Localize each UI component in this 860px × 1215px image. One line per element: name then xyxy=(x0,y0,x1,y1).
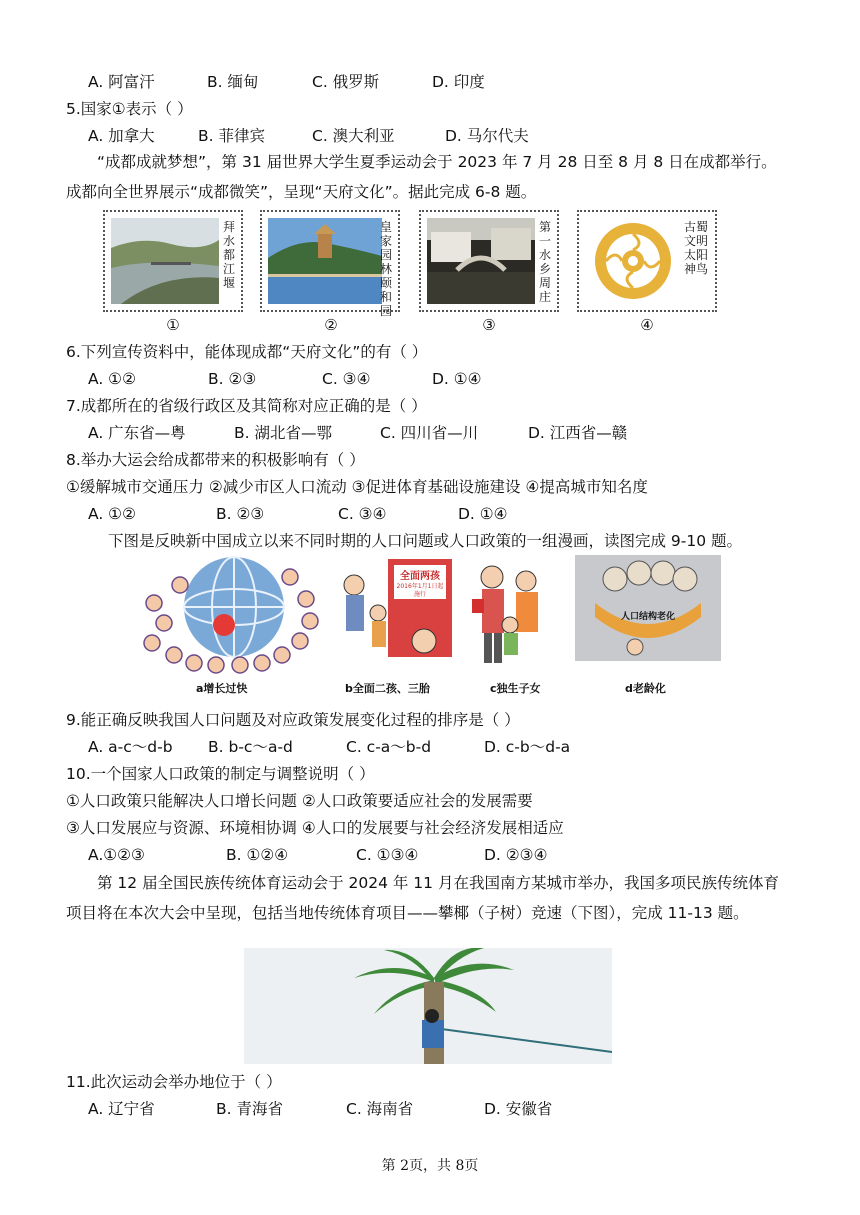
q4-option-a: A. 阿富汗 xyxy=(88,73,155,91)
q5-option-c: C. 澳大利亚 xyxy=(312,127,395,145)
q11-stem: 11.此次运动会举办地位于（ ） xyxy=(66,1073,282,1091)
stamp-summer-palace xyxy=(260,210,400,318)
q9-option-a: A. a-c～d-b xyxy=(88,738,173,756)
q7-option-d: D. 江西省—赣 xyxy=(528,424,628,442)
q5-stem: 5.国家①表示（ ） xyxy=(66,100,193,118)
q9-option-c: C. c-a～b-d xyxy=(346,738,432,756)
q4-option-b: B. 缅甸 xyxy=(207,73,259,91)
stamp-number: ④ xyxy=(640,316,654,334)
cartoon-caption: b全面二孩、三胎 xyxy=(345,682,430,695)
q10-choices-1: ①人口政策只能解决人口增长问题 ②人口政策要适应社会的发展需要 xyxy=(66,792,533,810)
stamp-caption: 皇家园林颐和园 xyxy=(379,220,392,318)
page-footer: 第 2页，共 8页 xyxy=(381,1158,479,1174)
cartoon-caption: d老龄化 xyxy=(625,682,666,695)
q7-option-c: C. 四川省—川 xyxy=(380,424,479,442)
q7-stem: 7.成都所在的省级行政区及其简称对应正确的是（ ） xyxy=(66,397,427,415)
q11-option-c: C. 海南省 xyxy=(346,1100,414,1118)
q8-option-c: C. ③④ xyxy=(338,505,387,523)
stamp-sun-bird xyxy=(577,210,717,312)
stamp-number: ② xyxy=(324,316,338,334)
q8-option-a: A. ①② xyxy=(88,505,136,523)
stamp-caption: 古蜀文明太阳神鸟 xyxy=(683,220,708,276)
cartoon-c-one-child xyxy=(470,555,550,675)
intro-11-13: 第 12 届全国民族传统体育运动会于 2024 年 11 月在我国南方某城市举办，我国多项民族传统体育项目将在本次大会中呈现，包括当地传统体育项目——攀椰（子树）竞速（下图），完成 11-13 题。 xyxy=(66,874,779,922)
q7-option-b: B. 湖北省—鄂 xyxy=(234,424,332,442)
intro-6-8: “成都成就梦想”，第 31 届世界大学生夏季运动会于 2023 年 7 月 28 日至 8 月 8 日在成都举行。成都向全世界展示“成都微笑”，呈现“天府文化”。据此完成 6-8 题。 xyxy=(66,153,777,201)
coconut-climbing-photo xyxy=(244,948,612,1064)
stamp-dujiangyan xyxy=(103,210,243,312)
q4-option-d: D. 印度 xyxy=(432,73,485,91)
cartoon-d-aging xyxy=(575,555,721,661)
q5-option-b: B. 菲律宾 xyxy=(198,127,265,145)
q4-option-c: C. 俄罗斯 xyxy=(312,73,380,91)
q10-stem: 10.一个国家人口政策的制定与调整说明（ ） xyxy=(66,765,375,783)
cartoon-b-two-child xyxy=(334,555,454,675)
summer-palace-photo xyxy=(268,218,382,304)
q8-option-b: B. ②③ xyxy=(216,505,265,523)
q9-option-b: B. b-c～a-d xyxy=(208,738,293,756)
q8-stem: 8.举办大运会给成都带来的积极影响有（ ） xyxy=(66,451,365,469)
q9-option-d: D. c-b～d-a xyxy=(484,738,571,756)
q7-option-a: A. 广东省—粤 xyxy=(88,424,186,442)
stamp-caption: 第一水乡周庄 xyxy=(538,220,551,304)
two-child-sign-date: 2016年1月1日起施行 xyxy=(396,583,444,598)
two-child-sign: 全面两孩 xyxy=(400,571,440,582)
q11-option-a: A. 辽宁省 xyxy=(88,1100,155,1118)
stamp-number: ① xyxy=(166,316,180,334)
q8-option-d: D. ①④ xyxy=(458,505,508,523)
q11-option-b: B. 青海省 xyxy=(216,1100,283,1118)
q10-option-d: D. ②③④ xyxy=(484,846,548,864)
intro-9-10: 下图是反映新中国成立以来不同时期的人口问题或人口政策的一组漫画，读图完成 9-10 题。 xyxy=(108,532,743,550)
zhouzhuang-photo xyxy=(427,218,535,304)
q11-option-d: D. 安徽省 xyxy=(484,1100,553,1118)
q6-stem: 6.下列宣传资料中，能体现成都“天府文化”的有（ ） xyxy=(66,343,428,361)
q6-option-c: C. ③④ xyxy=(322,370,371,388)
q6-option-a: A. ①② xyxy=(88,370,136,388)
dujiangyan-photo xyxy=(111,218,219,304)
stamp-zhouzhuang xyxy=(419,210,559,312)
cartoon-caption: c独生子女 xyxy=(490,682,541,695)
q5-option-a: A. 加拿大 xyxy=(88,127,155,145)
sun-bird-emblem xyxy=(585,218,681,304)
cartoon-a-globe xyxy=(140,555,326,675)
cartoon-caption: a增长过快 xyxy=(196,682,248,695)
q10-option-a: A.①②③ xyxy=(88,846,145,864)
stamp-number: ③ xyxy=(482,316,496,334)
q8-choices: ①缓解城市交通压力 ②减少市区人口流动 ③促进体育基础设施建设 ④提高城市知名度 xyxy=(66,478,648,496)
q6-option-d: D. ①④ xyxy=(432,370,482,388)
aging-banner: 人口结构老化 xyxy=(620,612,675,622)
q10-option-b: B. ①②④ xyxy=(226,846,289,864)
q9-stem: 9.能正确反映我国人口问题及对应政策发展变化过程的排序是（ ） xyxy=(66,711,520,729)
q6-option-b: B. ②③ xyxy=(208,370,257,388)
q5-option-d: D. 马尔代夫 xyxy=(445,127,529,145)
stamp-caption: 拜水都江堰 xyxy=(222,220,235,290)
q10-option-c: C. ①③④ xyxy=(356,846,419,864)
q10-choices-2: ③人口发展应与资源、环境相协调 ④人口的发展要与社会经济发展相适应 xyxy=(66,819,564,837)
